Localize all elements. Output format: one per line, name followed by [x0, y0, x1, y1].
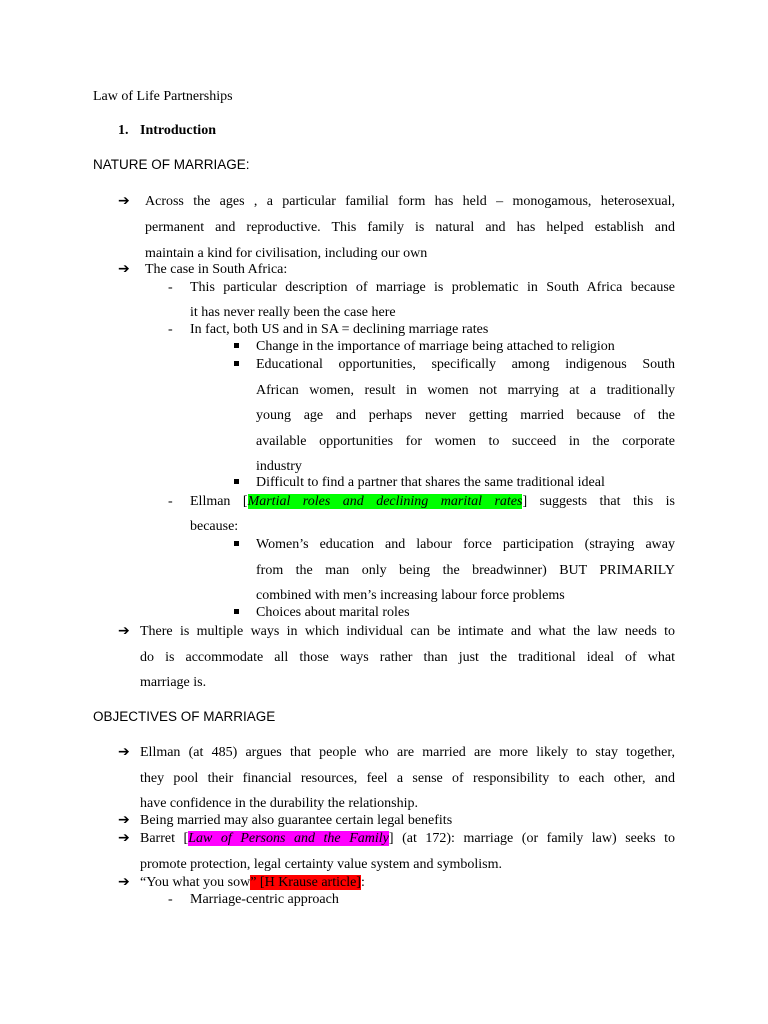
square-bullet-icon: [234, 609, 239, 614]
dash-bullet: -: [168, 494, 173, 509]
s1-text: Change in the importance of marriage being attached to religion: [256, 339, 615, 354]
square-bullet-icon: [234, 541, 239, 546]
b1-line3: maintain a kind for civilisation, including our own: [145, 246, 428, 261]
intro-heading: Introduction: [140, 123, 216, 138]
b6-pre: Barret [: [140, 831, 189, 846]
b7-line: [140, 875, 365, 891]
b6-post: ] (at 172): marriage (or family law) seeks to: [388, 831, 675, 846]
dash-bullet: -: [168, 280, 173, 295]
s4-line3: combined with men’s increasing labour force problems: [256, 588, 565, 603]
arrow-bullet-icon: ➔: [118, 261, 130, 277]
square-bullet-icon: [234, 479, 239, 484]
b3-line2: do is accommodate all those ways rather than just the traditional ideal of what: [140, 650, 675, 665]
s2-line2: African women, result in women not marrying at a traditionally: [256, 383, 675, 398]
b4-line1: Ellman (at 485) argues that people who are married are more likely to stay together,: [140, 745, 675, 760]
s2-line3: young age and perhaps never getting married because of the: [256, 408, 675, 423]
b4-line2: they pool their financial resources, feel a sense of responsibility to each other, and: [140, 771, 675, 786]
b5-text: Being married may also guarantee certain legal benefits: [140, 813, 453, 828]
b1-line1: Across the ages , a particular familial form has held – monogamous, heterosexual,: [145, 194, 675, 209]
s2-line4: available opportunities for women to succeed in the corporate: [256, 434, 675, 449]
b3-line3: marriage is.: [140, 675, 207, 690]
d4-text: Marriage-centric approach: [190, 892, 339, 907]
arrow-bullet-icon: ➔: [118, 874, 130, 890]
d3-pre: Ellman [: [190, 494, 248, 509]
b2-text: The case in South Africa:: [145, 262, 288, 277]
citation-highlight-green: Martial roles and declining marital rates: [247, 494, 523, 509]
b7-pre: “You what you sow: [140, 875, 251, 890]
s2-line1: Educational opportunities, specifically among indigenous South: [256, 357, 675, 372]
s4-line1: Women’s education and labour force participation (straying away: [256, 537, 675, 552]
intro-number: 1.: [118, 123, 129, 138]
arrow-bullet-icon: ➔: [118, 623, 130, 639]
arrow-bullet-icon: ➔: [118, 812, 130, 828]
citation-highlight-red: ” [H Krause article]: [250, 875, 361, 890]
b7-post: :: [360, 875, 365, 890]
doc-title: Law of Life Partnerships: [93, 89, 233, 104]
s5-text: Choices about marital roles: [256, 605, 410, 620]
d1-line2: it has never really been the case here: [190, 305, 396, 320]
arrow-bullet-icon: ➔: [118, 744, 130, 760]
d3-line2: because:: [190, 519, 239, 534]
s3-text: Difficult to find a partner that shares the same traditional ideal: [256, 475, 605, 490]
square-bullet-icon: [234, 361, 239, 366]
b4-line3: have confidence in the durability the relationship.: [140, 796, 418, 811]
b6-line1: [140, 831, 675, 847]
section-heading-nature: NATURE OF MARRIAGE:: [93, 157, 250, 172]
d3-line1: [190, 494, 675, 510]
square-bullet-icon: [234, 343, 239, 348]
dash-bullet: -: [168, 892, 173, 907]
s4-line2: from the man only being the breadwinner) BUT PRIMARILY: [256, 563, 675, 578]
d1-line1: This particular description of marriage is problematic in South Africa because: [190, 280, 675, 295]
citation-highlight-magenta: Law of Persons and the Family: [188, 831, 389, 846]
b1-line2: permanent and reproductive. This family is natural and has helped establish and: [145, 220, 675, 235]
d3-post: ] suggests that this is: [522, 494, 675, 509]
b6-line2: promote protection, legal certainty value system and symbolism.: [140, 857, 502, 872]
arrow-bullet-icon: ➔: [118, 193, 130, 209]
section-heading-objectives: OBJECTIVES OF MARRIAGE: [93, 709, 276, 724]
s2-line5: industry: [256, 459, 302, 474]
dash-bullet: -: [168, 322, 173, 337]
d2-text: In fact, both US and in SA = declining marriage rates: [190, 322, 489, 337]
b3-line1: There is multiple ways in which individual can be intimate and what the law needs to: [140, 624, 675, 639]
arrow-bullet-icon: ➔: [118, 830, 130, 846]
